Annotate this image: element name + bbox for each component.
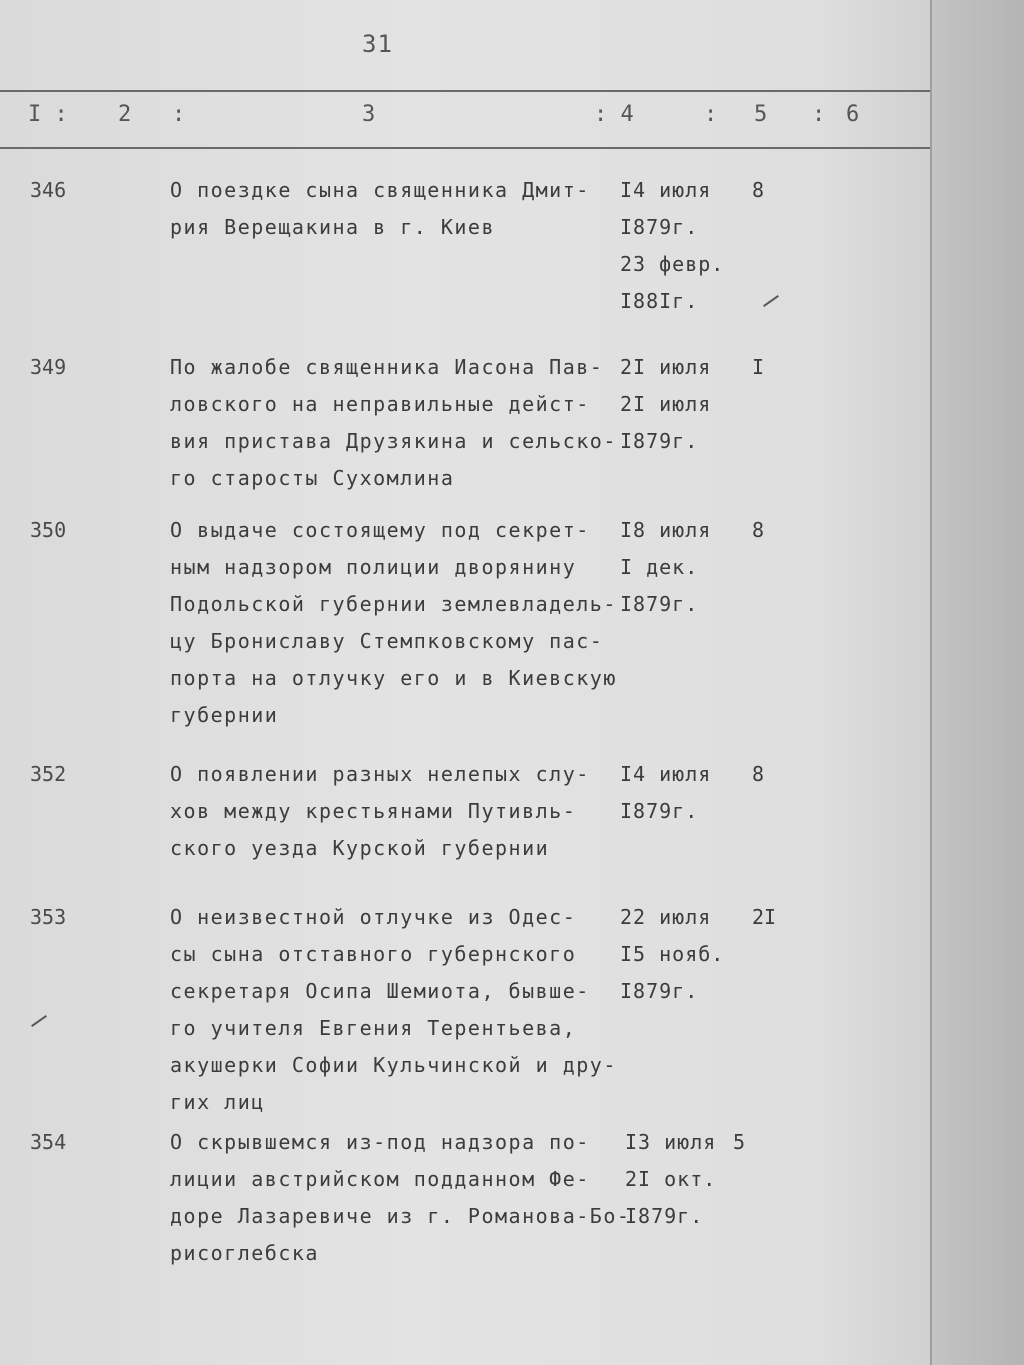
date-line: 2I июля [620, 355, 712, 379]
case-number: 349 [30, 355, 67, 379]
description-line: порта на отлучку его и в Киевскую [170, 666, 617, 690]
date-line: I88Iг. [620, 289, 699, 313]
header-col-3: 3 [362, 102, 376, 127]
case-description [170, 1130, 631, 1278]
date-line: I879г. [620, 592, 699, 616]
case-number: 354 [30, 1130, 67, 1154]
date-line: I879г. [620, 215, 699, 239]
description-line: О выдаче состоящему под секрет- [170, 518, 590, 542]
date-line: I8 июля [620, 518, 712, 542]
date-line: I879г. [620, 979, 699, 1003]
header-rule-top [0, 90, 930, 92]
sheet-count: 8 [752, 762, 765, 786]
description-line: го старосты Сухомлина [170, 466, 455, 490]
description-line: По жалобе священника Иасона Пав- [170, 355, 604, 379]
date-line: 2I июля [620, 392, 712, 416]
date-line: I879г. [620, 799, 699, 823]
page-edge [930, 0, 1024, 1365]
description-line: О появлении разных нелепых слу- [170, 762, 590, 786]
pencil-mark [31, 1015, 47, 1027]
sheet-count: 8 [752, 518, 765, 542]
date-line: 22 июля [620, 905, 712, 929]
description-line: О поездке сына священника Дмит- [170, 178, 590, 202]
page-number: 31 [362, 30, 393, 58]
date-line: I879г. [620, 429, 699, 453]
sheet-count: 2I [752, 905, 777, 929]
case-dates [620, 355, 740, 466]
date-line: I3 июля [625, 1130, 717, 1154]
description-line: го учителя Евгения Терентьева, [170, 1016, 577, 1040]
date-line: I4 июля [620, 178, 712, 202]
description-line: вия пристава Друзякина и сельско- [170, 429, 617, 453]
description-line: ным надзором полиции дворянину [170, 555, 577, 579]
description-line: сы сына отставного губернского [170, 942, 577, 966]
description-line: ловского на неправильные дейст- [170, 392, 590, 416]
description-line: Подольской губернии землевладель- [170, 592, 617, 616]
description-line: ского уезда Курской губернии [170, 836, 550, 860]
date-line: I4 июля [620, 762, 712, 786]
header-col-4: : 4 [594, 102, 634, 127]
description-line: лиции австрийском подданном Фе- [170, 1167, 590, 1191]
date-line: 23 февр. [620, 252, 725, 276]
sheet-count: I [752, 355, 765, 379]
case-description [170, 905, 620, 1127]
header-separator: : [172, 102, 186, 127]
description-line: губернии [170, 703, 279, 727]
header-rule-bottom [0, 147, 930, 149]
sheet-count: 5 [733, 1130, 746, 1154]
header-separator: : [812, 102, 826, 127]
case-dates [620, 762, 740, 836]
date-line: I дек. [620, 555, 699, 579]
case-description [170, 762, 620, 873]
header-separator: : [704, 102, 718, 127]
description-line: цу Брониславу Стемпковскому пас- [170, 629, 604, 653]
case-dates [620, 518, 740, 629]
description-line: доре Лазаревиче из г. Романова-Бо- [170, 1204, 631, 1228]
case-number: 350 [30, 518, 67, 542]
case-description [170, 178, 620, 252]
description-line: рия Верещакина в г. Киев [170, 215, 495, 239]
pencil-mark [763, 295, 779, 307]
case-dates [620, 905, 740, 1016]
header-col-5: 5 [754, 102, 768, 127]
case-dates [620, 178, 740, 326]
header-col-6: 6 [846, 102, 860, 127]
header-col-2: 2 [118, 102, 132, 127]
description-line: гих лиц [170, 1090, 265, 1114]
description-line: хов между крестьянами Путивль- [170, 799, 577, 823]
case-number: 346 [30, 178, 67, 202]
date-line: I5 нояб. [620, 942, 725, 966]
description-line: О скрывшемся из-под надзора по- [170, 1130, 590, 1154]
description-line: О неизвестной отлучке из Одес- [170, 905, 577, 929]
case-description [170, 355, 620, 503]
date-line: I879г. [625, 1204, 704, 1228]
description-line: рисоглебска [170, 1241, 319, 1265]
case-dates [625, 1130, 745, 1241]
description-line: секретаря Осипа Шемиота, бывше- [170, 979, 590, 1003]
case-number: 353 [30, 905, 67, 929]
description-line: акушерки Софии Кульчинской и дру- [170, 1053, 617, 1077]
sheet-count: 8 [752, 178, 765, 202]
case-number: 352 [30, 762, 67, 786]
case-description [170, 518, 620, 740]
date-line: 2I окт. [625, 1167, 717, 1191]
header-col-1: I : [28, 102, 68, 127]
